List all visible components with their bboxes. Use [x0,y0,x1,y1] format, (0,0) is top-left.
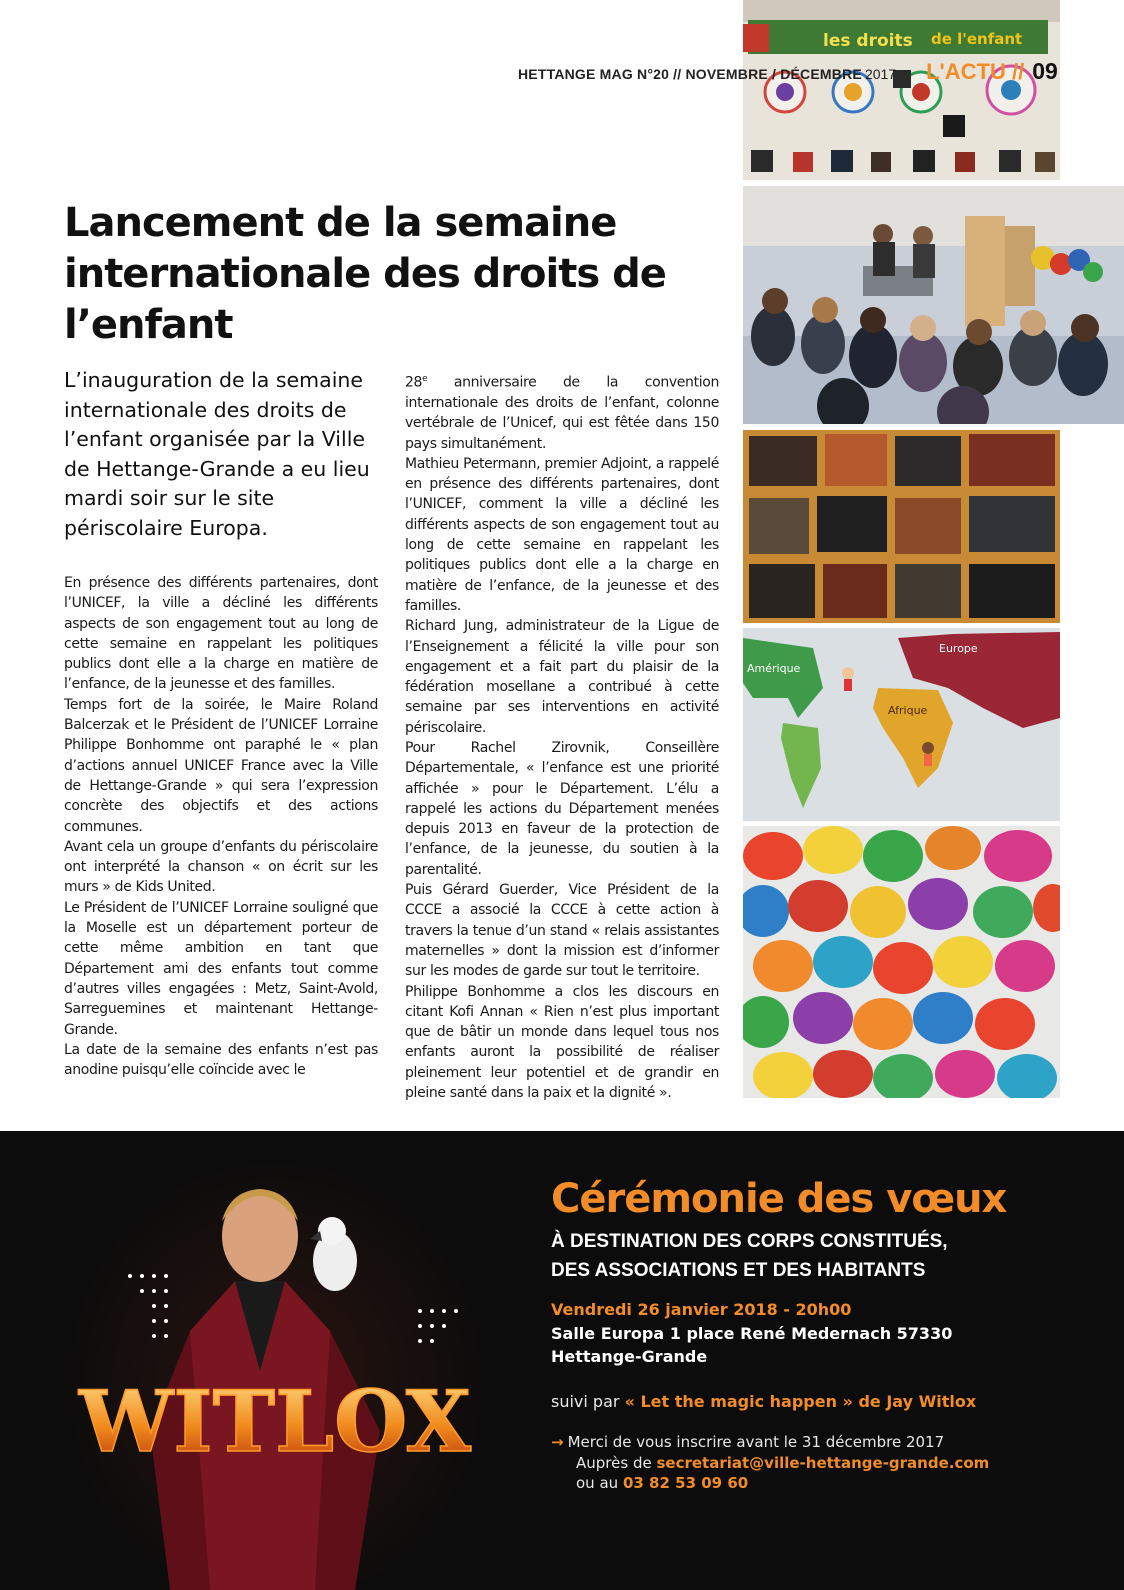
event-title: Cérémonie des vœux [551,1176,1007,1222]
banner-word-2: de l'enfant [931,30,1023,48]
magazine-year: 2017 [864,66,897,82]
photo-children-gym-hall [743,186,1124,424]
page-number: 09 [1032,58,1058,84]
ordinal-suffix: e [422,374,428,384]
email-prefix: Auprès de [576,1453,652,1472]
poster-logo-text: WITLOX [78,1372,472,1471]
paragraph-text: anniversaire de la convention internationale des droits de l’enfant, colonne vertébrale de l’Unicef, qui est fêtée dans 150 pays simultanément. [405,374,719,452]
followed-prefix: suivi par [551,1392,620,1411]
photo-rights-banner-wall [743,0,1060,180]
register-text: Merci de vous inscrire avant le 31 décembre 2017 [567,1433,945,1451]
paragraph: En présence des différents partenaires, dont l’UNICEF, la ville a décliné les différents aspects de son engagement tout au long de cette semaine en rappelant les politiques publics dont elle a la charge en matière de l’enfance, de la jeunesse et des familles. [64,575,378,693]
ordinal-number: 28 [405,374,423,391]
event-subtitle-line: À DESTINATION DES CORPS CONSTITUÉS, [551,1231,948,1252]
event-place-line: Hettange-Grande [551,1347,708,1366]
paragraph: Richard Jung, administrateur de la Ligue de l’Enseignement a félicité la ville pour son engagement et a fait part du plaisir de la fédération mosellane a contribué à cette semaine par ses interventions en activité périscolaire. [405,618,719,736]
article-lead: L’inauguration de la semaine internationale des droits de l’enfant organisée par la Ville de Hettange-Grande a eu lieu mardi soir sur le site périscolaire Europa. [64,368,370,540]
paragraph [405,369,719,454]
magazine-issue: HETTANGE MAG N°20 // NOVEMBRE / DÉCEMBRE [518,66,862,82]
paragraph: Puis Gérard Guerder, Vice Président de la CCCE a associé la CCCE à cette action à travers la tenue d’un stand « relais assistantes maternelles » dont la mission est d’informer sur les modes de garde sur tout le territoire. [405,882,719,980]
map-label-america: Amérique [747,662,801,675]
event-followed-by [551,1392,976,1411]
photo-colorful-hands [743,826,1060,1098]
section-label: L'ACTU // [926,59,1025,84]
magician-poster [60,1131,490,1590]
followed-show: « Let the magic happen » de Jay Witlox [624,1392,977,1411]
event-place [551,1322,971,1368]
paragraph: La date de la semaine des enfants n’est pas anodine puisqu’elle coïncide avec le [64,1041,378,1079]
banner-word-1: les droits [823,31,913,51]
phone-link[interactable]: 03 82 53 09 60 [622,1474,749,1492]
paragraph: Philippe Bonhomme a clos les discours en citant Kofi Annan « Rien n’est plus important que de bâtir un monde dans lequel tous nos enfants auront la possibilité de réaliser pleinement leur potentiel et de grandir en pleine santé dans la paix et la dignité ». [405,983,719,1102]
arrow-right-icon: → [551,1433,564,1451]
photo-world-map [743,628,1060,821]
photo-exhibition-board [743,430,1060,623]
paragraph: Le Président de l’UNICEF Lorraine souligné que la Moselle est un département porteur de cette même ambition en tant que Département ami des enfants tout comme d’autres villes engagées : Metz, Saint-Avold, Sarreguemines et maintenant Hettange-Grande. [64,899,378,1038]
phone-prefix: ou au [576,1474,619,1492]
event-date: Vendredi 26 janvier 2018 - 20h00 [551,1300,852,1319]
article-column-left [64,573,378,1080]
paragraph: Temps fort de la soirée, le Maire Roland Balcerzak et le Président de l’UNICEF Lorraine Philippe Bonhomme ont paraphé le « plan d’actions annuel UNICEF France avec la Ville de Hettange-Grande » qui sera l’expression concrète des objectifs et des actions communes. [64,696,378,835]
article-column-right [405,369,719,1103]
event-place-line: Salle Europa 1 place René Medernach 57330 [551,1324,953,1343]
paragraph: Pour Rachel Zirovnik, Conseillère Départementale, « l’enfance est une priorité affichée » pour le Département. L’élu a rappelé les actions du Département menées depuis 2013 en faveur de la protection de l’enfance, de la jeunesse, du soutien à la parentalité. [405,740,719,878]
event-subtitle [551,1227,1051,1285]
article-title: Lancement de la semaine internationale des droits de l’enfant [64,200,666,348]
page-header [518,58,1062,86]
event-subtitle-line: DES ASSOCIATIONS ET DES HABITANTS [551,1260,926,1281]
map-label-europe: Europe [939,642,978,655]
paragraph: Mathieu Petermann, premier Adjoint, a rappelé en présence des différents partenaires, dont l’UNICEF, comment la ville a décliné les différents aspects de son engagement tout au long de cette semaine en rappelant les politiques publics dont elle a la charge en matière de l’enfance, de la jeunesse et des familles. [405,455,719,614]
event-registration [551,1432,989,1494]
paragraph: Avant cela un groupe d’enfants du périscolaire ont interprété la chanson « on écrit sur les murs » de Kids United. [64,838,378,896]
map-label-africa: Afrique [888,704,928,717]
email-link[interactable]: secretariat@ville-hettange-grande.com [656,1453,990,1472]
